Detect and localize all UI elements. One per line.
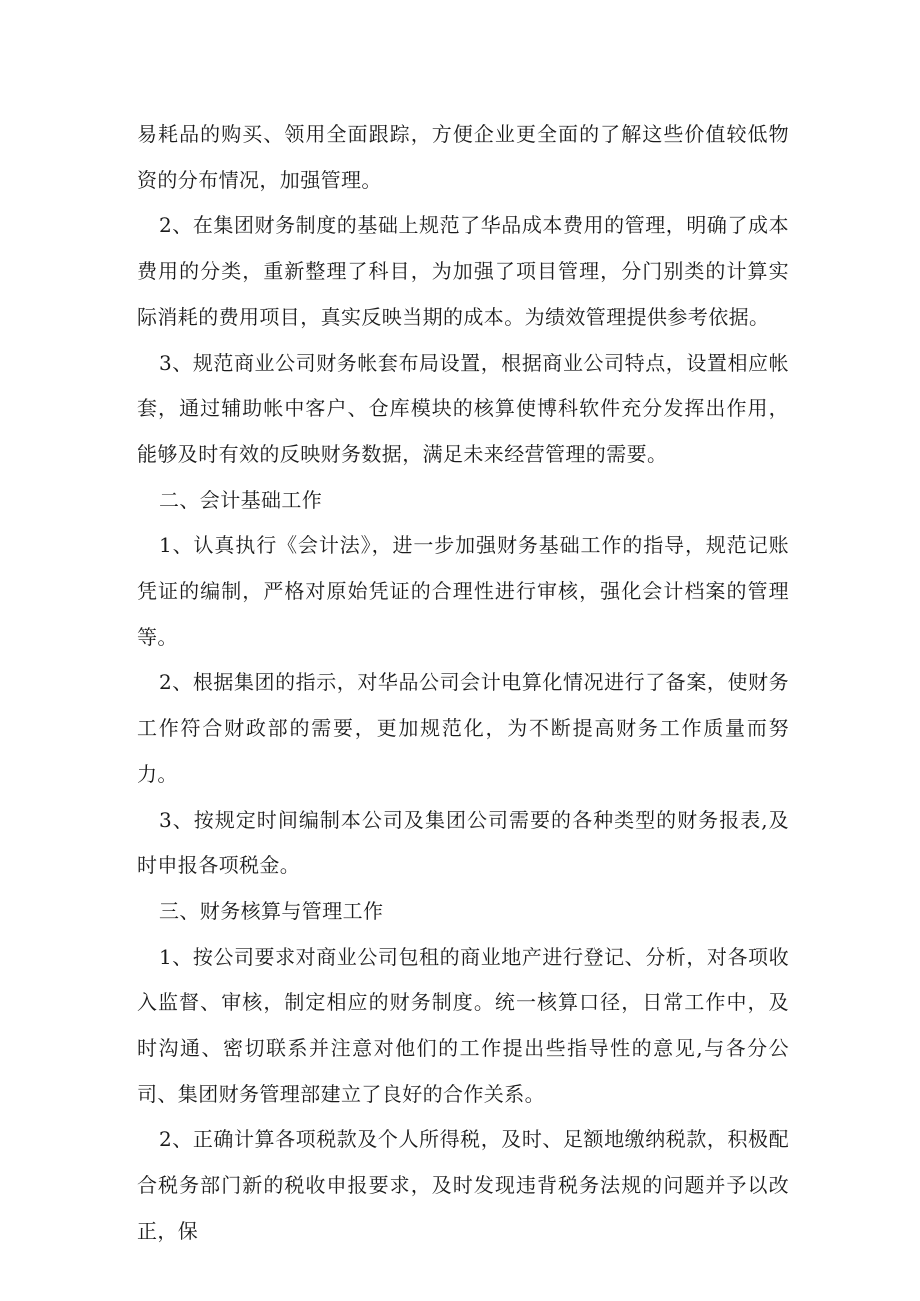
section-heading-accounting-basics: 二、会计基础工作: [159, 487, 323, 512]
paragraph-item-reports: 3、按规定时间编制本公司及集团公司需要的各种类型的财务报表,及时申报各项税金。: [137, 807, 789, 878]
paragraph-continuation: 易耗品的购买、领用全面跟踪，方便企业更全面的了解这些价值较低物资的分布情况，加强管理。: [137, 122, 789, 192]
paragraph-item-cost-management: 2、在集团财务制度的基础上规范了华品成本费用的管理，明确了成本费用的分类，重新整理了科目，为加强了项目管理，分门别类的计算实际消耗的费用项目，真实反映当期的成本。为绩效管理提供参考依据。: [137, 213, 789, 329]
paragraph-item-taxes: 2、正确计算各项税款及个人所得税，及时、足额地缴纳税款，积极配合税务部门新的税收申报要求，及时发现违背税务法规的问题并予以改正，保: [137, 1127, 789, 1243]
paragraph-item-accounting-law: 1、认真执行《会计法》，进一步加强财务基础工作的指导，规范记账凭证的编制，严格对原始凭证的合理性进行审核，强化会计档案的管理等。: [137, 533, 789, 649]
paragraph-item-computerization: 2、根据集团的指示，对华品公司会计电算化情况进行了备案，使财务工作符合财政部的需要，更加规范化，为不断提高财务工作质量而努力。: [137, 670, 789, 786]
paragraph-item-account-setup: 3、规范商业公司财务帐套布局设置，根据商业公司特点，设置相应帐套，通过辅助帐中客户、仓库模块的核算使博科软件充分发挥出作用，能够及时有效的反映财务数据，满足未来经营管理的需要。: [137, 350, 789, 466]
document-body: [137, 112, 789, 1255]
paragraph-item-commercial-property: 1、按公司要求对商业公司包租的商业地产进行登记、分析，对各项收入监督、审核，制定相应的财务制度。统一核算口径，日常工作中，及时沟通、密切联系并注意对他们的工作提出些指导性的意见,与各分公司、集团财务管理部建立了良好的合作关系。: [137, 944, 789, 1106]
section-heading-financial-accounting: 三、财务核算与管理工作: [159, 898, 384, 923]
